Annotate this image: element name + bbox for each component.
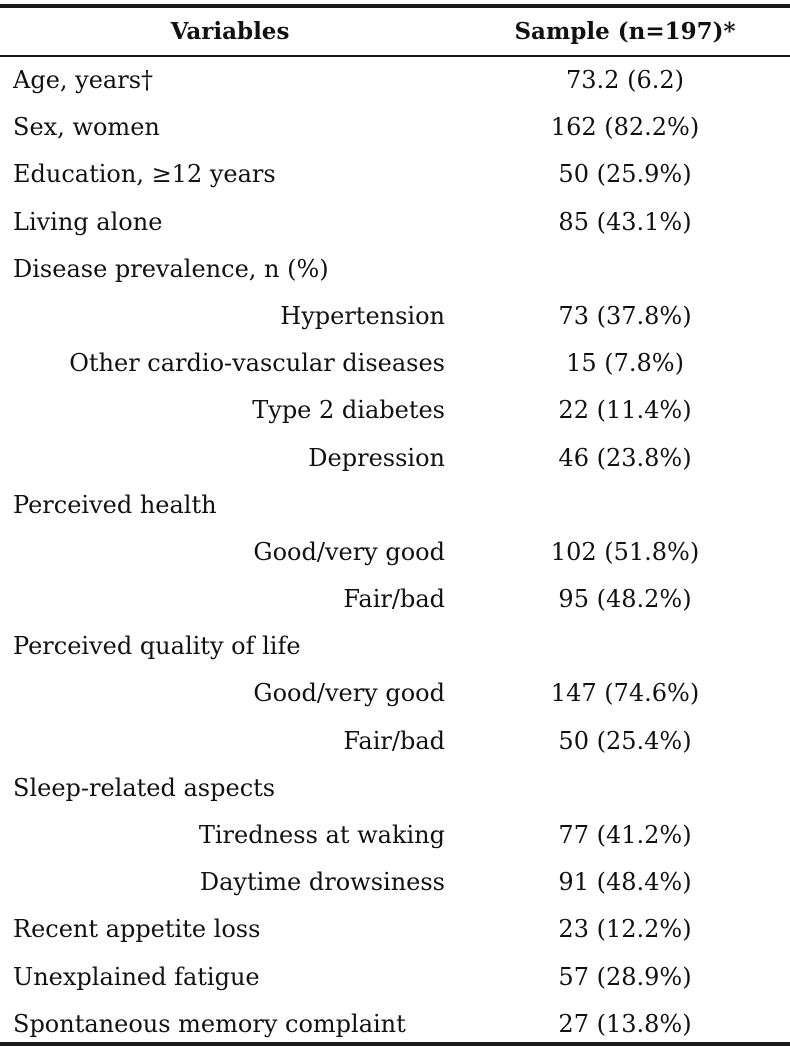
- row-value: 91 (48.4%): [558, 868, 692, 897]
- row-label: Spontaneous memory complaint: [13, 1009, 406, 1038]
- header-variables: Variables: [170, 18, 290, 45]
- row-label: Recent appetite loss: [13, 915, 261, 944]
- table-row: [0, 812, 790, 859]
- row-value: 77 (41.2%): [558, 821, 692, 849]
- row-label: Age, years†: [13, 66, 154, 94]
- row-value: 73.2 (6.2): [566, 66, 684, 94]
- table-header: [0, 10, 790, 54]
- row-sublabel: Fair/bad: [343, 585, 445, 614]
- header-sample: Sample (n=197)*: [514, 18, 736, 45]
- table-row: [0, 246, 790, 293]
- row-label: Disease prevalence, n (%): [13, 254, 329, 283]
- row-value: 15 (7.8%): [566, 349, 684, 378]
- row-sublabel: Fair/bad: [343, 726, 445, 755]
- row-label: Education, ≥12 years: [13, 160, 276, 189]
- row-value: 85 (43.1%): [558, 207, 692, 236]
- table-row: [0, 623, 790, 670]
- row-value: 102 (51.8%): [550, 537, 700, 566]
- row-value: 46 (23.8%): [558, 443, 692, 472]
- table-row: [0, 57, 790, 104]
- row-sublabel: Depression: [308, 443, 445, 472]
- row-label: Sex, women: [13, 113, 160, 142]
- row-label: Sleep-related aspects: [13, 773, 276, 802]
- row-sublabel: Tiredness at waking: [198, 821, 445, 849]
- table-row: [0, 482, 790, 529]
- table-row: [0, 529, 790, 576]
- table-row: [0, 765, 790, 812]
- row-value: 27 (13.8%): [558, 1009, 692, 1038]
- row-sublabel: Good/very good: [253, 679, 445, 708]
- table-row: [0, 340, 790, 387]
- row-value: 162 (82.2%): [550, 113, 700, 142]
- row-value: 50 (25.4%): [558, 726, 692, 755]
- row-sublabel: Daytime drowsiness: [199, 868, 445, 897]
- row-sublabel: Other cardio-vascular diseases: [69, 349, 445, 378]
- row-sublabel: Hypertension: [280, 301, 445, 330]
- table-row: [0, 151, 790, 198]
- row-label: Perceived quality of life: [13, 632, 301, 661]
- row-label: Perceived health: [13, 490, 217, 519]
- table-row: [0, 293, 790, 340]
- row-value: 23 (12.2%): [558, 915, 692, 944]
- row-value: 95 (48.2%): [558, 585, 692, 614]
- row-sublabel: Good/very good: [253, 537, 445, 566]
- table-row: [0, 718, 790, 765]
- table-row: [0, 954, 790, 1001]
- table-row: [0, 1001, 790, 1048]
- row-value: 57 (28.9%): [558, 962, 692, 991]
- row-value: 147 (74.6%): [550, 679, 700, 708]
- table-row: [0, 387, 790, 434]
- row-label: Unexplained fatigue: [13, 962, 260, 991]
- table-row: [0, 435, 790, 482]
- table-row: [0, 199, 790, 246]
- table-bottom-rule: [0, 1042, 790, 1046]
- table-row: [0, 859, 790, 906]
- table-row: [0, 670, 790, 717]
- table-row: [0, 576, 790, 623]
- row-label: Living alone: [13, 207, 163, 236]
- table-body: [0, 57, 790, 1048]
- row-value: 73 (37.8%): [558, 301, 692, 330]
- row-sublabel: Type 2 diabetes: [252, 396, 445, 425]
- row-value: 22 (11.4%): [558, 396, 692, 425]
- row-value: 50 (25.9%): [558, 160, 692, 189]
- table-row: [0, 104, 790, 151]
- table-top-rule: [0, 4, 790, 8]
- table-row: [0, 906, 790, 953]
